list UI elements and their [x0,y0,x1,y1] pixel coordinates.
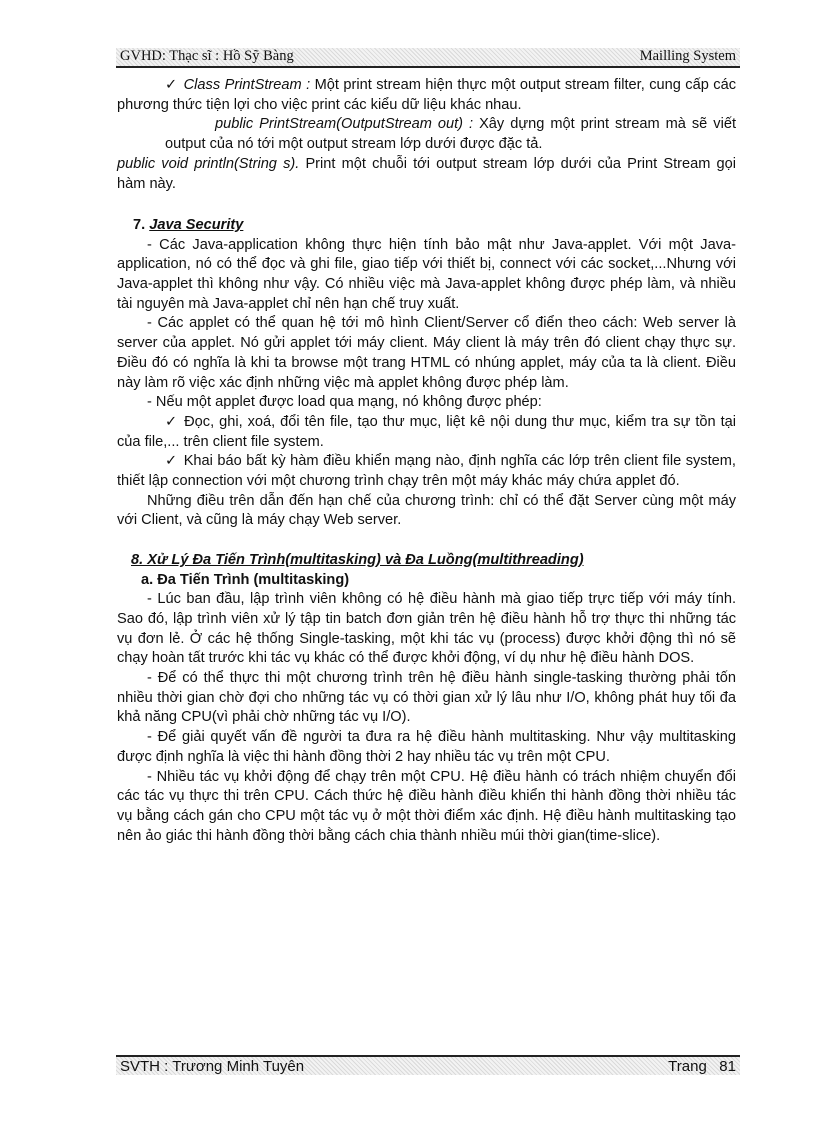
bullet-2-text: Khai báo bất kỳ hàm điều khiển mạng nào, định nghĩa các lớp trên client file system, thiết lập connection với một chương trình chạy trên một máy khác máy chứa applet đó. [117,453,736,490]
println-para [117,155,736,194]
header-instructor: GVHD: Thạc sĩ : Hồ Sỹ Bàng [120,48,294,64]
page-content [117,76,736,846]
println-desc: Print một chuỗi tới output stream lớp dưới của Print Stream gọi hàm này. [117,155,736,192]
section-8-para-3: - Để giải quyết vấn đề người ta đưa ra hệ điều hành multitasking. Như vậy multitasking được định nghĩa là việc thi hành đồng thời 2 hay nhiều tác vụ trên một CPU. [117,729,736,765]
section-7-bullet-1 [117,413,736,452]
section-8-para-4: - Nhiều tác vụ khởi động để chạy trên một CPU. Hệ điều hành có trách nhiệm chuyển đổi các tác vụ thực thi trên CPU. Cách thức hệ điều hành điều khiển thi hành đồng thời nhiều tác vụ bằng cách gán cho CPU một tác vụ ở một thời điểm xác định. Hệ điều hành multitasking tạo nên ảo giác thi hành đồng thời bằng cách chia thành nhiều múi thời gian(time-slice). [117,768,736,844]
printstream-ctor-signature: public PrintStream(OutputStream out) : [215,116,474,133]
header-project-title: Mailling System [639,48,736,64]
section-8-para-1: - Lúc ban đầu, lập trình viên không có hệ điều hành mà giao tiếp trực tiếp với máy tính. Sao đó, lập trình viên xử lý tập tin batch đơn giản trên hệ điều hành hỗ trợ thực thi những tác vụ đơn lẻ. Ở các hệ thống Single-tasking, một khi tác vụ (process) được khởi động thì nó sẽ chạy hoàn tất trước khi tác vụ khác có thể được khởi động, ví dụ như hệ điều hành DOS. [117,591,736,667]
section-7-heading [133,216,736,236]
check-icon: ✓ [165,413,179,430]
section-8-para-2: - Để có thể thực thi một chương trình trên hệ điều hành single-tasking thường phải tốn nhiều thời gian chờ đợi cho những tác vụ có thời gian xử lý lâu như I/O, không phát huy tối đa khả năng CPU(vì phải chờ những tác vụ I/O). [117,670,736,726]
printstream-ctor-desc: Xây dựng một print stream mà sẽ viết output của nó tới một output stream lớp dưới được đặc tả. [165,116,737,153]
check-icon: ✓ [165,453,178,470]
check-icon: ✓ [165,77,178,93]
section-8a-heading: a. Đa Tiến Trình (multitasking) [141,571,350,588]
section-7-number: 7. [133,216,150,233]
printstream-ctor-para [117,115,736,154]
page-footer [116,1055,740,1075]
section-7-bullet-2 [117,452,736,491]
printstream-class-desc: Một print stream hiện thực một output stream filter, cung cấp các phương thức tiện lợi cho việc print các kiểu dữ liệu khác nhau. [117,77,737,113]
page-number: Trang 81 [668,1057,736,1075]
footer-student: SVTH : Trương Minh Tuyên [120,1057,305,1075]
page-header [116,48,740,68]
section-7-para-2: - Các applet có thể quan hệ tới mô hình Client/Server cổ điển theo cách: Web server là server của applet. Nó gửi applet tới máy client. Máy client là máy trên đó client chạy thực sự. Điều đó có nghĩa là khi ta browse một trang HTML có nhúng applet, máy của ta là client. Điều này làm rõ việc xác định những việc mà applet không được phép làm. [117,315,736,391]
section-7-para-4: Những điều trên dẫn đến hạn chế của chương trình: chỉ có thể đặt Server cùng một máy với Client, và cũng là máy chạy Web server. [117,492,736,529]
section-7-para-1: - Các Java-application không thực hiện tính bảo mật như Java-applet. Với một Java-application, nó có thể đọc và ghi file, giao tiếp với thiết bị, connect với các socket,...Nhưng với Java-applet thì không như vậy. Có nhiều việc mà Java-applet không được phép làm, và nhiều tài nguyên mà Java-applet chỉ nên hạn chế truy xuất. [117,236,736,312]
printstream-class-title: Class PrintStream : [183,77,311,93]
println-signature: public void println(String s). [117,155,300,172]
section-7-title: Java Security [149,216,244,233]
section-7-para-3: - Nếu một applet được load qua mạng, nó không được phép: [147,394,542,411]
bullet-1-text: Đọc, ghi, xoá, đổi tên file, tạo thư mục, liệt kê nội dung thư mục, kiểm tra sự tồn tại của file,... trên client file system. [117,413,736,450]
printstream-class-para [117,76,736,115]
section-8-heading: 8. Xử Lý Đa Tiến Trình(multitasking) và Đa Luồng(multithreading) [131,551,584,568]
